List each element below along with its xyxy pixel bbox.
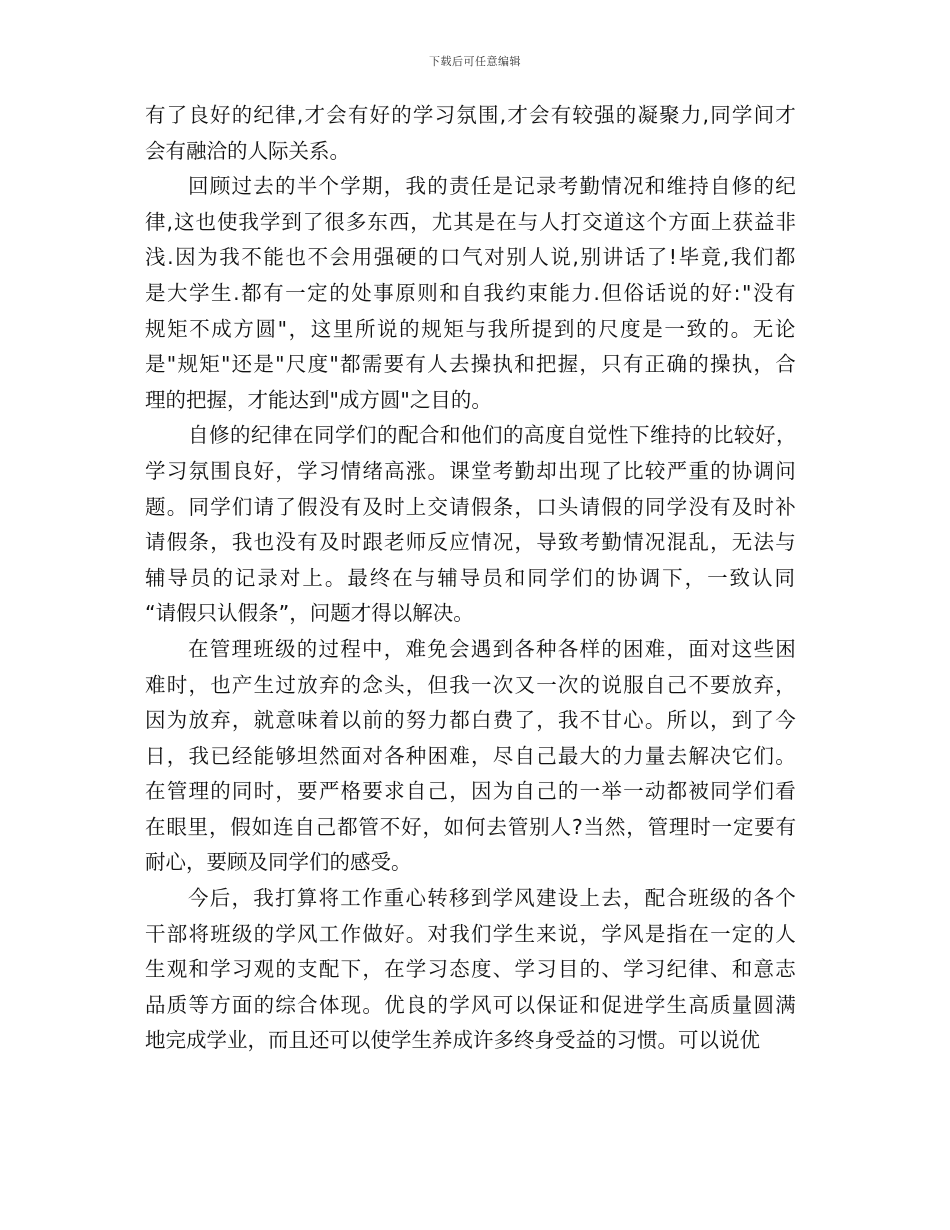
page-header: 下载后可任意编辑 — [429, 55, 521, 68]
paragraph — [145, 169, 815, 418]
text-line: 请假条，我也没有及时跟老师反应情况，导致考勤情况混乱，无法与 — [145, 530, 797, 555]
text-line: “请假只认假条”，问题才得以解决。 — [145, 601, 474, 626]
text-line: 是"规矩"还是"尺度"都需要有人去操执和把握，只有正确的操执，合 — [145, 352, 797, 377]
text-line: 日，我已经能够坦然面对各种困难，尽自己最大的力量去解决它们。 — [145, 743, 797, 768]
text-line: 理的把握，才能达到"成方圆"之目的。 — [145, 387, 492, 412]
text-line: 会有融洽的人际关系。 — [145, 138, 350, 163]
text-line: 今后，我打算将工作重心转移到学风建设上去，配合班级的各个 — [188, 886, 797, 911]
text-line: 品质等方面的综合体现。优良的学风可以保证和促进学生高质量圆满 — [145, 992, 797, 1017]
document-body — [145, 98, 815, 1059]
paragraph — [145, 881, 815, 1059]
text-line: 生观和学习观的支配下，在学习态度、学习目的、学习纪律、和意志 — [145, 957, 797, 982]
text-line: 律,这也使我学到了很多东西，尤其是在与人打交道这个方面上获益非 — [145, 209, 797, 234]
text-line: 浅.因为我不能也不会用强硬的口气对别人说,别讲话了!毕竟,我们都 — [145, 245, 797, 270]
text-line: 自修的纪律在同学们的配合和他们的高度自觉性下维持的比较好， — [188, 423, 797, 448]
text-line: 规矩不成方圆"，这里所说的规矩与我所提到的尺度是一致的。无论 — [145, 316, 797, 341]
text-line: 因为放弃，就意味着以前的努力都白费了，我不甘心。所以，到了今 — [145, 708, 797, 733]
text-line: 在眼里，假如连自己都管不好，如何去管别人?当然，管理时一定要有 — [145, 814, 797, 839]
text-line: 干部将班级的学风工作做好。对我们学生来说，学风是指在一定的人 — [145, 921, 797, 946]
text-line: 在管理班级的过程中，难免会遇到各种各样的困难，面对这些困 — [188, 636, 797, 661]
text-line: 难时，也产生过放弃的念头，但我一次又一次的说服自己不要放弃， — [145, 672, 797, 697]
text-line: 地完成学业，而且还可以使学生养成许多终身受益的习惯。可以说优 — [145, 1028, 760, 1053]
text-line: 辅导员的记录对上。最终在与辅导员和同学们的协调下，一致认同 — [145, 565, 797, 590]
paragraph — [145, 98, 815, 169]
text-line: 回顾过去的半个学期，我的责任是记录考勤情况和维持自修的纪 — [188, 174, 797, 199]
text-line: 题。同学们请了假没有及时上交请假条，口头请假的同学没有及时补 — [145, 494, 797, 519]
paragraph — [145, 418, 815, 632]
text-line: 有了良好的纪律,才会有好的学习氛围,才会有较强的凝聚力,同学间才 — [145, 103, 797, 127]
text-line: 是大学生.都有一定的处事原则和自我约束能力.但俗话说的好:"没有 — [145, 280, 797, 305]
text-line: 在管理的同时，要严格要求自己，因为自己的一举一动都被同学们看 — [145, 779, 797, 804]
text-line: 耐心，要顾及同学们的感受。 — [145, 850, 412, 875]
paragraph — [145, 632, 815, 881]
text-line: 学习氛围良好，学习情绪高涨。课堂考勤却出现了比较严重的协调问 — [145, 458, 797, 483]
